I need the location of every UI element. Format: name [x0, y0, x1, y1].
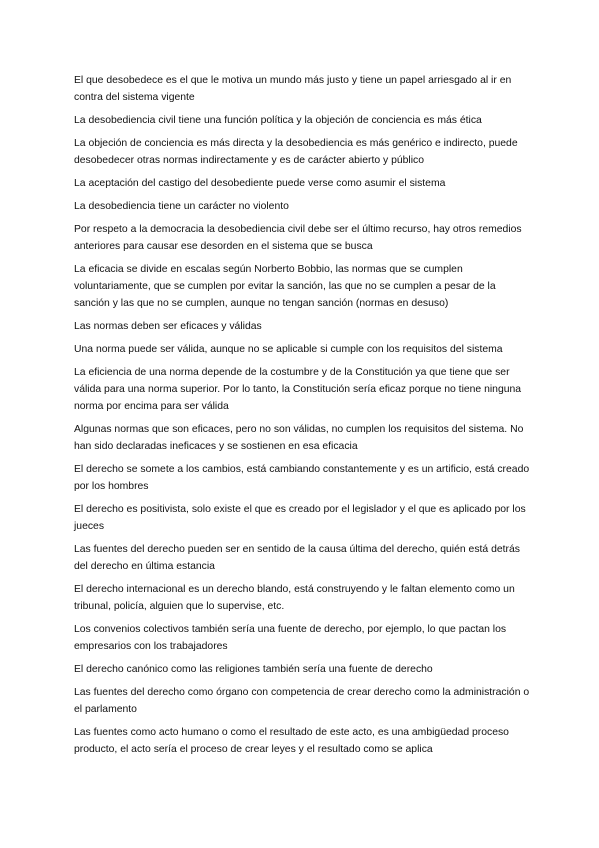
paragraph: El derecho es positivista, solo existe el que es creado por el legislador y el que es aplicado por los jueces — [74, 504, 526, 532]
paragraph: La desobediencia civil tiene una función política y la objeción de conciencia es más ética — [74, 115, 482, 126]
paragraph: La eficiencia de una norma depende de la costumbre y de la Constitución ya que tiene que ser válida para una norma superior. Por lo tanto, la Constitución sería eficaz porque no tiene ninguna norma por encima para ser válida — [74, 367, 522, 412]
paragraph: La aceptación del castigo del desobediente puede verse como asumir el sistema — [74, 178, 446, 189]
paragraph: Una norma puede ser válida, aunque no se aplicable si cumple con los requisitos del sistema — [74, 344, 503, 355]
paragraph: Las fuentes del derecho como órgano con competencia de crear derecho como la administración o el parlamento — [74, 687, 530, 715]
paragraph: El derecho canónico como las religiones también sería una fuente de derecho — [74, 664, 433, 675]
paragraph: Algunas normas que son eficaces, pero no son válidas, no cumplen los requisitos del sistema. No han sido declaradas ineficaces y se sostienen en esa eficacia — [74, 424, 524, 452]
paragraph: Los convenios colectivos también sería una fuente de derecho, por ejemplo, lo que pactan los empresarios con los trabajadores — [74, 624, 507, 652]
paragraph: El que desobedece es el que le motiva un mundo más justo y tiene un papel arriesgado al ir en contra del sistema vigente — [74, 75, 512, 103]
paragraph: Las fuentes del derecho pueden ser en sentido de la causa última del derecho, quién está detrás del derecho en última estancia — [74, 544, 520, 572]
paragraph: La eficacia se divide en escalas según Norberto Bobbio, las normas que se cumplen voluntariamente, que se cumplen por evitar la sanción, las que no se cumplen a pesar de la sanción y las que no se cumplen, aunque no tengan sanción (normas en desuso) — [74, 264, 496, 309]
paragraph: Por respeto a la democracia la desobediencia civil debe ser el último recurso, hay otros remedios anteriores para causar ese desorden en el sistema que se busca — [74, 224, 522, 252]
document-body — [74, 72, 534, 764]
paragraph: La objeción de conciencia es más directa y la desobediencia es más genérico e indirecto, puede desobedecer otras normas indirectamente y es de carácter abierto y público — [74, 138, 518, 166]
paragraph: Las fuentes como acto humano o como el resultado de este acto, es una ambigüedad proceso producto, el acto sería el proceso de crear leyes y el resultado como se aplica — [74, 727, 509, 755]
paragraph: El derecho se somete a los cambios, está cambiando constantemente y es un artificio, está creado por los hombres — [74, 464, 530, 492]
paragraph: El derecho internacional es un derecho blando, está construyendo y le faltan elemento como un tribunal, policía, alguien que lo supervise, etc. — [74, 584, 515, 612]
paragraph: Las normas deben ser eficaces y válidas — [74, 321, 262, 332]
paragraph: La desobediencia tiene un carácter no violento — [74, 201, 289, 212]
